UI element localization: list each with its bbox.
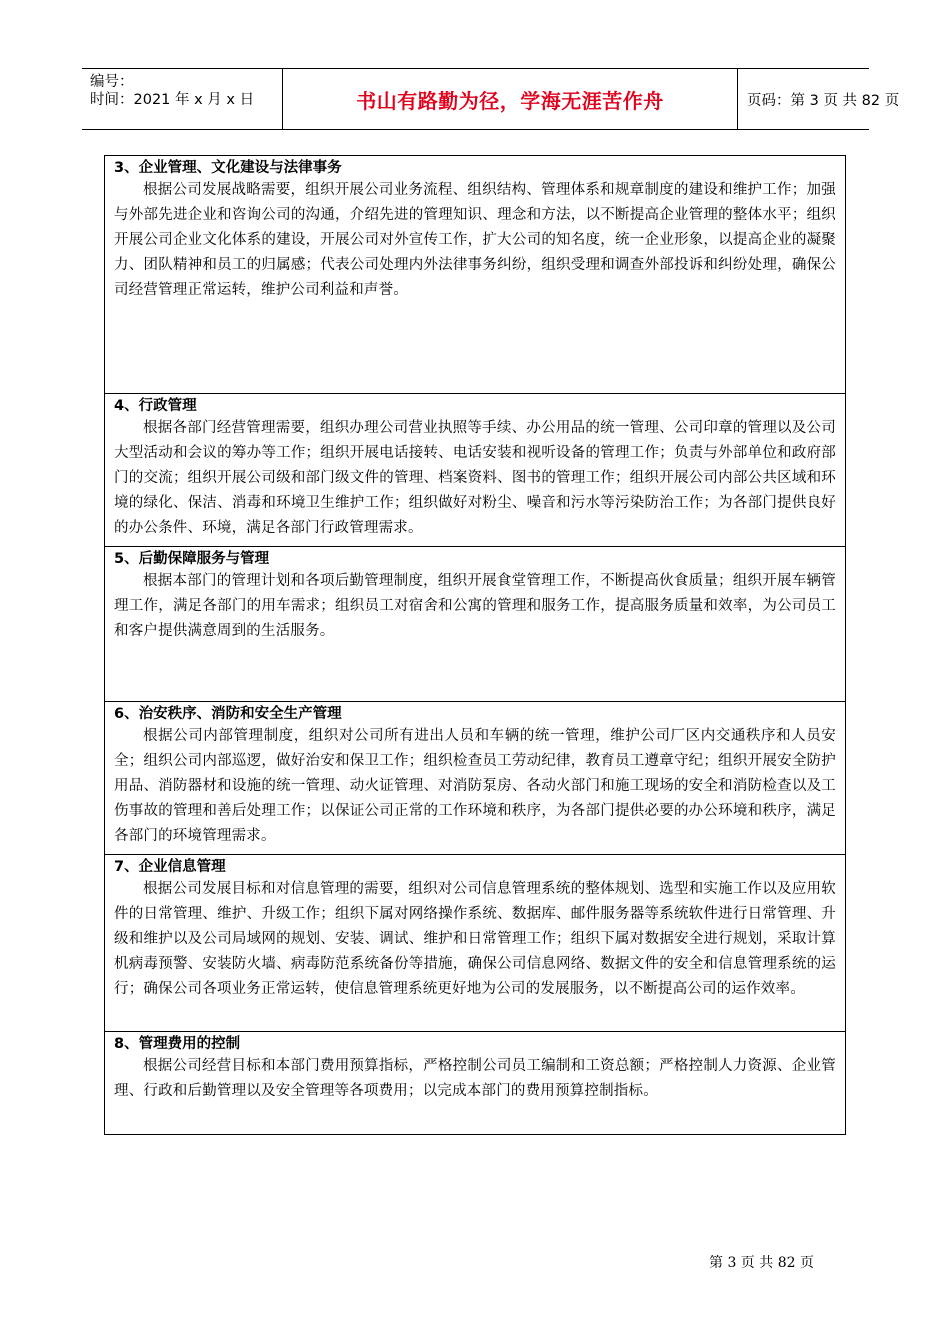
header-page-number: 页码：第 3 页 共 82 页 — [747, 92, 900, 109]
section-body: 根据公司发展战略需要，组织开展公司业务流程、组织结构、管理体系和规章制度的建设和维护工作；加强与外部先进企业和咨询公司的沟通，介绍先进的管理知识、理念和方法，以不断提高企业管理的整体水平；组织开展公司企业文化体系的建设，开展公司对外宣传工作，扩大公司的知名度，统一企业形象，以提高企业的凝聚力、团队精神和员工的归属感；代表公司处理内外法律事务纠纷，组织受理和调查外部投诉和纠纷处理，确保公司经营管理正常运转，维护公司利益和声誉。 — [114, 182, 836, 298]
section-body: 根据公司经营目标和本部门费用预算指标，严格控制公司员工编制和工资总额；严格控制人力资源、企业管理、行政和后勤管理以及安全管理等各项费用；以完成本部门的费用预算控制指标。 — [114, 1058, 836, 1099]
document-number: 编号： — [90, 74, 134, 90]
header-motto: 书山有路勤为径，学海无涯苦作舟 — [356, 88, 664, 113]
section-cost-control — [105, 1031, 845, 1134]
page-header — [82, 68, 900, 130]
section-logistics — [105, 546, 845, 701]
section-body: 根据各部门经营管理需要，组织办理公司营业执照等手续、办公用品的统一管理、公司印章的管理以及公司大型活动和会议的筹办等工作；组织开展电话接转、电话安装和视听设备的管理工作；负责与外部单位和政府部门的交流；组织开展公司级和部门级文件的管理、档案资料、图书的管理工作；组织开展公司内部公共区域和环境的绿化、保洁、消毒和环境卫生维护工作；组织做好对粉尘、噪音和污水等污染防治工作；为各部门提供良好的办公条件、环境，满足各部门行政管理需求。 — [114, 420, 836, 536]
section-information-management — [105, 854, 845, 1031]
header-motto-cell — [282, 69, 738, 129]
section-body: 根据本部门的管理计划和各项后勤管理制度，组织开展食堂管理工作，不断提高伙食质量；组织开展车辆管理工作，满足各部门的用车需求；组织员工对宿舍和公寓的管理和服务工作，提高服务质量和效率，为公司员工和客户提供满意周到的生活服务。 — [114, 573, 836, 639]
document-date: 时间：2021 年 x 月 x 日 — [90, 92, 255, 108]
header-page-cell — [737, 69, 900, 129]
section-title: 7、企业信息管理 — [114, 859, 226, 875]
section-title: 5、后勤保障服务与管理 — [114, 551, 270, 567]
section-administration — [105, 393, 845, 546]
section-enterprise-management — [105, 156, 845, 393]
content-table — [104, 155, 846, 1135]
section-title: 6、治安秩序、消防和安全生产管理 — [114, 706, 342, 722]
section-security-safety — [105, 701, 845, 854]
section-body: 根据公司发展目标和对信息管理的需要，组织对公司信息管理系统的整体规划、选型和实施工作以及应用软件的日常管理、维护、升级工作；组织下属对网络操作系统、数据库、邮件服务器等系统软件进行日常管理、升级和维护以及公司局域网的规划、安装、调试、维护和日常管理工作；组织下属对数据安全进行规划，采取计算机病毒预警、安装防火墙、病毒防范系统备份等措施，确保公司信息网络、数据文件的安全和信息管理系统的运行；确保公司各项业务正常运转，使信息管理系统更好地为公司的发展服务，以不断提高公司的运作效率。 — [114, 881, 836, 997]
section-title: 3、企业管理、文化建设与法律事务 — [114, 160, 342, 176]
section-body: 根据公司内部管理制度，组织对公司所有进出人员和车辆的统一管理，维护公司厂区内交通秩序和人员安全；组织公司内部巡逻，做好治安和保卫工作；组织检查员工劳动纪律，教育员工遵章守纪；组织开展安全防护用品、消防器材和设施的统一管理、动火证管理、对消防泵房、各动火部门和施工现场的安全和消防检查以及工伤事故的管理和善后处理工作；以保证公司正常的工作环境和秩序，为各部门提供必要的办公环境和秩序，满足各部门的环境管理需求。 — [114, 728, 836, 844]
header-meta — [82, 69, 282, 129]
footer-page-number: 第 3 页 共 82 页 — [709, 1255, 814, 1271]
section-title: 4、行政管理 — [114, 398, 197, 414]
section-title: 8、管理费用的控制 — [114, 1036, 241, 1052]
